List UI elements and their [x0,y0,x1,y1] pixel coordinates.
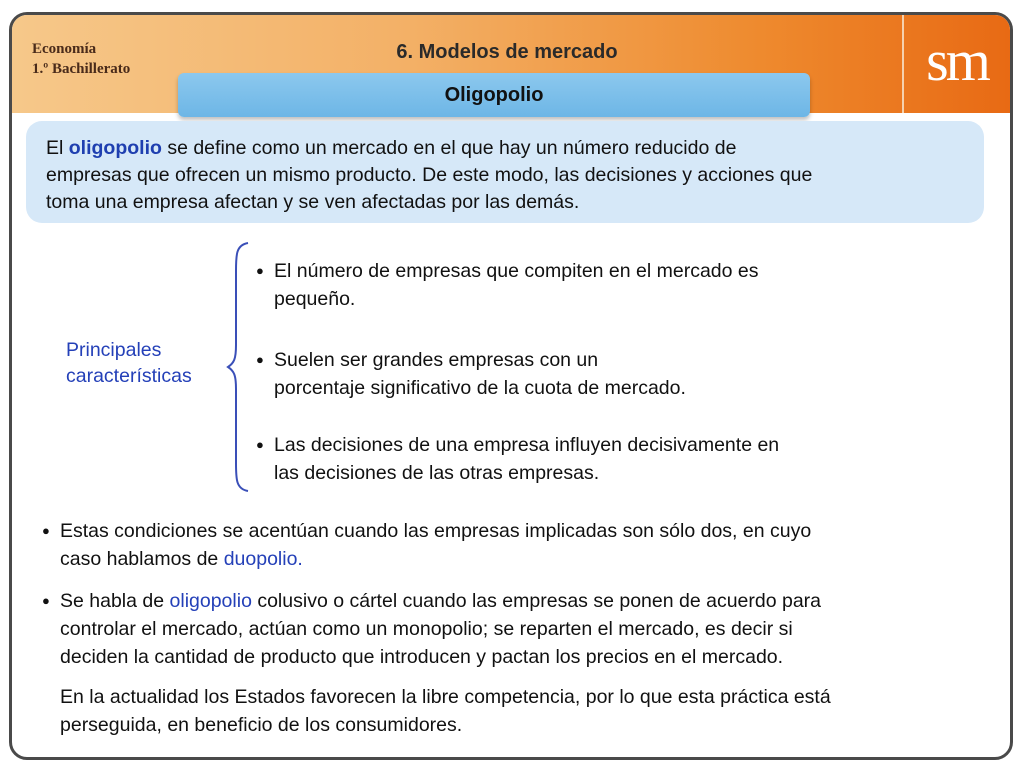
note-text: deciden la cantidad de producto que introducen y pactan los precios en el mercado. [60,646,784,668]
term-duopolio: duopolio. [223,548,303,570]
logo-area [902,15,1010,113]
features-label-line-2: características [66,365,192,387]
feature-text: las decisiones de las otras empresas. [274,462,600,484]
note-duopolio [42,517,992,573]
bullet-icon: ● [256,263,264,278]
note-text: Se habla de [60,590,170,612]
feature-item-1 [256,257,896,313]
feature-text: El número de empresas que compiten en el mercado es [274,260,759,282]
course-subject: Economía [32,41,97,57]
bullet-icon: ● [256,352,264,367]
note-text: caso hablamos de [60,548,224,570]
term-oligopolio: oligopolio [169,590,252,612]
feature-text: Suelen ser grandes empresas con un [274,349,599,371]
definition-line-1 [46,135,964,162]
features-label-line-1: Principales [66,339,162,361]
feature-text: Las decisiones de una empresa influyen decisivamente en [274,434,780,456]
bullet-icon: ● [42,593,50,608]
definition-rest: se define como un mercado en el que hay un número reducido de [161,137,737,159]
bullet-icon: ● [42,523,50,538]
note-cartel [42,587,992,671]
note-text: controlar el mercado, actúan como un monopolio; se reparten el mercado, es decir si [60,618,793,640]
note-competencia [42,683,992,739]
feature-item-2 [256,346,896,402]
note-text: Estas condiciones se acentúan cuando las empresas implicadas son sólo dos, en cuyo [60,520,812,542]
feature-text: pequeño. [274,288,356,310]
note-text [42,545,992,573]
note-text: En la actualidad los Estados favorecen la libre competencia, por lo que esta práctica está [60,686,831,708]
course-label [32,39,130,79]
note-text: colusivo o cártel cuando las empresas se ponen de acuerdo para [251,590,822,612]
topic-title: Oligopolio [178,73,810,117]
definition-prefix: El [46,137,69,159]
definition-term: oligopolio [68,137,162,159]
slide [9,12,1013,760]
definition-line-3: toma una empresa afectan y se ven afectadas por las demás. [46,191,580,213]
unit-title: 6. Modelos de mercado [396,41,618,63]
curly-brace-icon [226,241,256,493]
feature-item-3 [256,431,896,487]
definition-line-2: empresas que ofrecen un mismo producto. De este modo, las decisiones y acciones que [46,164,813,186]
features-label [66,337,192,389]
bullet-icon: ● [256,437,264,452]
sm-logo: sm [926,28,988,93]
note-text: perseguida, en beneficio de los consumidores. [60,714,463,736]
course-level: 1.º Bachillerato [32,61,131,77]
definition-box [26,121,984,223]
feature-text: porcentaje significativo de la cuota de mercado. [274,377,686,399]
